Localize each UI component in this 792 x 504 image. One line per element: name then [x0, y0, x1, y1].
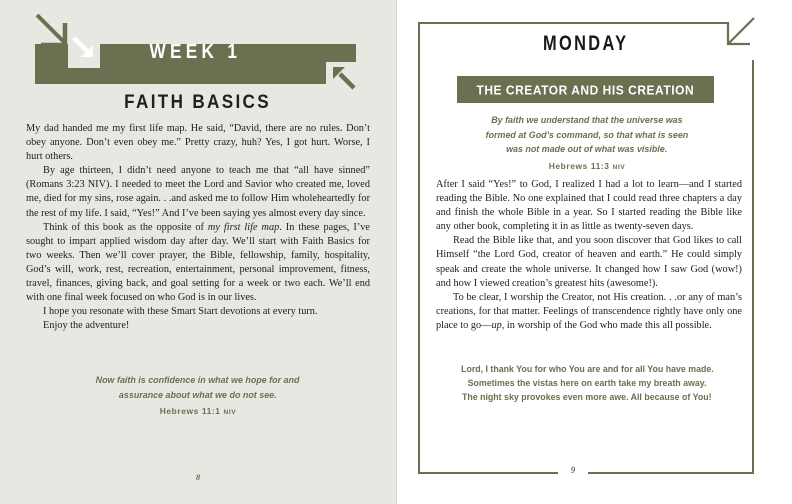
arrow-down-right-solid-icon — [72, 36, 96, 60]
right-verse-line-3: was not made out of what was visible. — [506, 144, 668, 155]
frame-left-border — [418, 22, 420, 474]
left-verse-line-1-wrap — [56, 374, 340, 389]
right-page — [396, 0, 792, 504]
prayer-line-3: The night sky provokes even more awe. All because of You! — [462, 391, 712, 403]
right-verse-ref-locator: 11:3 — [590, 160, 610, 171]
right-verse-reference — [456, 161, 718, 171]
day-title-wrap — [418, 32, 754, 56]
left-verse-block — [56, 374, 340, 416]
right-verse-line-3-wrap — [456, 143, 718, 158]
prayer-line-1: Lord, I thank You for who You are and for all You have made. — [460, 363, 714, 374]
arrow-up-left-icon — [330, 64, 356, 90]
prayer-block — [448, 362, 726, 405]
right-verse-line-2-wrap — [456, 129, 718, 144]
right-verse-line-1-wrap — [456, 114, 718, 129]
right-verse-ref-version: NIV — [612, 163, 626, 171]
left-verse-line-2: assurance about what we do not see. — [119, 389, 277, 401]
prayer-line-2-wrap — [448, 376, 726, 390]
week-banner-label: WEEK 1 — [149, 41, 242, 63]
frame-top-border — [418, 22, 728, 24]
left-paragraph-3: Think of this book as the opposite of my first life map. In these pages, I’ve sought to impart applied wisdom day after day. We’ll start with Faith Basics for two weeks. Then we’ll cover prayer, the Bible, fellowship, family, hospitality, God’s will, work, rest, recreation, entertainment, personal improvement, fitness, travel, finances, giving back, and goal setting for a week or two each. We’ll end with one final week focused on who God is in our lives. — [26, 221, 371, 304]
frame-bottom-right-border — [588, 472, 754, 474]
prayer-line-2: Sometimes the vistas here on earth take my breath away. — [467, 377, 707, 389]
left-verse-ref-book: Hebrews — [159, 406, 199, 416]
frame-bottom-left-border — [418, 472, 558, 474]
page-gutter — [396, 0, 397, 504]
left-page-number: 8 — [195, 472, 201, 482]
left-paragraph-5: Enjoy the adventure! — [43, 320, 130, 332]
right-body-column — [436, 178, 742, 333]
left-verse-line-1: Now faith is confidence in what we hope for and — [96, 375, 300, 386]
section-title: FAITH BASICS — [124, 92, 272, 113]
devotional-title: THE CREATOR AND HIS CREATION — [476, 82, 695, 97]
left-paragraph-4: I hope you resonate with these Smart Start devotions at every turn. — [43, 306, 318, 318]
left-verse-ref-locator: 11:1 — [201, 406, 221, 416]
devotional-title-label-wrap — [457, 82, 714, 97]
left-verse-line-2-wrap — [56, 389, 340, 404]
left-body-column — [26, 122, 370, 333]
right-verse-block — [456, 114, 718, 171]
prayer-line-1-wrap — [448, 362, 726, 376]
devotional-title-bar — [457, 76, 714, 103]
right-verse-line-1: By faith we understand that the universe was — [491, 115, 683, 126]
left-paragraph-2: By age thirteen, I didn’t need anyone to teach me that “all have sinned” (Romans 3:23 NIV). I needed to meet the Lord and Savior who created me, loved me, died for my sins, rose again. . .and asked me to follow Him wholeheartedly for the rest of my life. I said, “Yes!” And I’ve been saying yes almost every day since. — [26, 165, 370, 219]
left-verse-ref-version: NIV — [223, 409, 237, 416]
right-paragraph-3: To be clear, I worship the Creator, not His creation. . .or any of man’s creations, for that matter. Feelings of transcendence rightly have only one place to go—up, in worship of the God who made this all possible. — [436, 291, 742, 331]
day-title: MONDAY — [543, 32, 629, 55]
right-page-number: 9 — [558, 465, 588, 475]
section-title-wrap — [0, 92, 396, 114]
right-verse-line-2: formed at God’s command, so that what is seen — [485, 129, 689, 141]
right-paragraph-1: After I said “Yes!” to God, I realized I had a lot to learn—and I started reading the Bible. No one explained that I could read three chapters a day and finish the whole Bible in a year. So I started reading the Bible like any other book, completing it in as little as twenty-seven days. — [436, 179, 742, 233]
left-verse-reference — [56, 406, 340, 416]
right-verse-ref-book: Hebrews — [548, 160, 588, 171]
prayer-line-3-wrap — [448, 390, 726, 404]
frame-right-border — [752, 60, 754, 474]
left-paragraph-1: My dad handed me my first life map. He said, “David, there are no rules. Don’t obey anyone. Don’t even obey me.” Pretty crazy, huh? Yes, I got hurt. Worse, I hurt others. — [26, 123, 370, 163]
right-paragraph-2: Read the Bible like that, and you soon discover that God likes to call Himself “the Lord God, creator of heaven and earth.” He could simply speak and create the whole universe. It changed how I saw God (wow!) and how I viewed creation’s greatest hits (awesome!). — [436, 235, 742, 289]
